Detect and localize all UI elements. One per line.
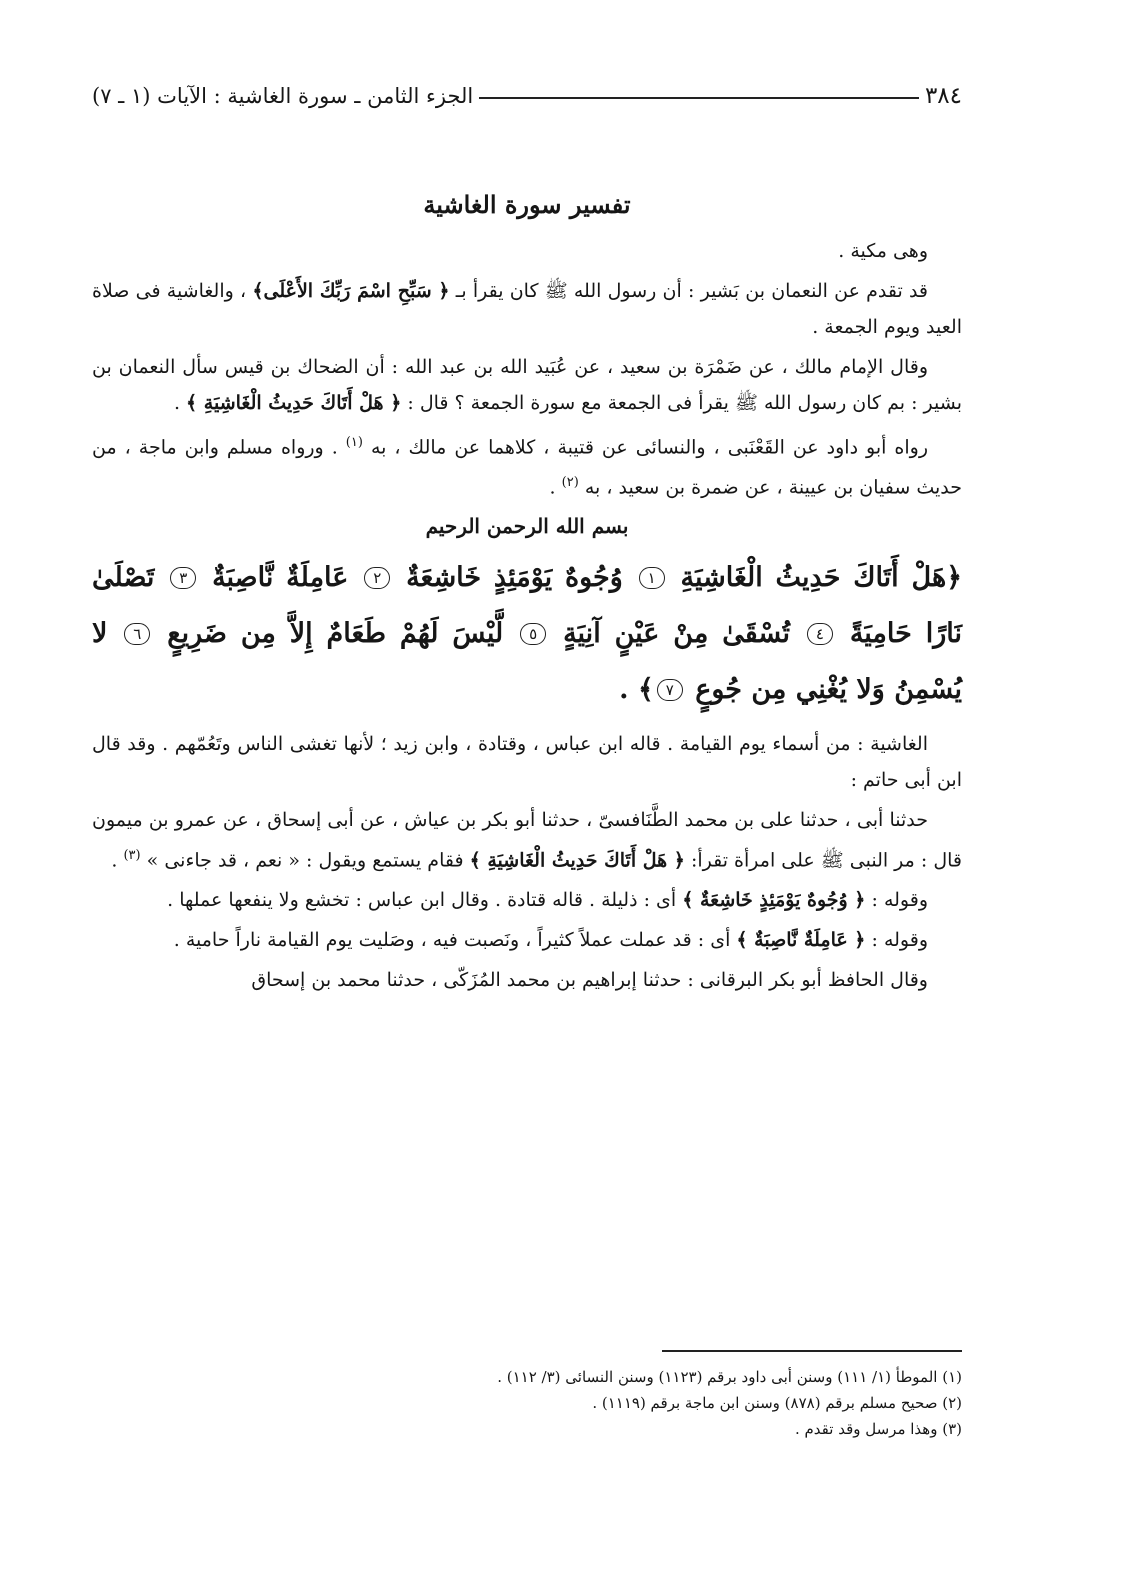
paragraph-ghashiya-meaning: الغاشية : من أسماء يوم القيامة . قاله ابن عباس ، وقتادة ، وابن زيد ؛ لأنها تغشى الناس وتَعُمّهم . وقد قال ابن أبى حاتم : xyxy=(92,732,962,791)
text-segment: وقوله : xyxy=(871,928,928,951)
verse-6: لَّيْسَ لَهُمْ طَعَامٌ إِلاَّ مِن ضَرِيعٍ xyxy=(167,617,504,649)
paragraph-malik-narration xyxy=(92,349,962,421)
paragraph-meccan: وهى مكية . xyxy=(838,240,928,262)
text-segment: . ورواه مسلم وابن ماجة ، من حديث سفيان بن عيينة ، عن ضمرة بن سعيد ، به xyxy=(92,436,962,499)
footnote-rule xyxy=(662,1350,962,1352)
text-segment: رواه أبو داود عن القَعْنَبى ، والنسائى عن قتيبة ، كلاهما عن مالك ، به xyxy=(370,436,928,459)
running-title: الجزء الثامن ـ سورة الغاشية : الآيات (١ ـ ٧) xyxy=(92,84,474,108)
verse-7: لا يُسْمِنُ وَلا يُغْنِي مِن جُوعٍ xyxy=(92,617,962,705)
footnote-1: (١) الموطأ (١/ ١١١) وسنن أبى داود برقم (١١٢٣) وسنن النسائى (٣/ ١١٢) . xyxy=(497,1368,962,1386)
quran-verses-block xyxy=(92,550,962,718)
verse-4: تَصْلَىٰ نَارًا حَامِيَةً xyxy=(92,561,962,649)
verse-number-1: ١ xyxy=(639,567,665,589)
verse-number-4: ٤ xyxy=(807,623,833,645)
verse-1: هَلْ أَتَاكَ حَدِيثُ الْغَاشِيَةِ xyxy=(680,561,947,593)
text-segment: . xyxy=(549,476,556,499)
text-segment: وقال الإمام مالك ، عن ضَمْرَة بن سعيد ، عن عُبَيد الله بن عبد الله : أن الضحاك بن قيس سأل النعمان بن بشير : بم كان رسول الله ﷺ يقرأ فى الجمعة مع سورة الجمعة ؟ قال : xyxy=(92,356,962,414)
quran-quote: ﴿ هَلْ أَتَاكَ حَدِيثُ الْغَاشِيَةِ ﴾ xyxy=(469,848,685,871)
text-segment: وقوله : xyxy=(871,888,928,911)
footnote-ref-2[interactable]: (٢) xyxy=(561,475,579,491)
basmala: بسم الله الرحمن الرحيم xyxy=(425,513,629,538)
quran-quote: ﴿ وُجُوهٌ يَوْمَئِذٍ خَاشِعَةٌ ﴾ xyxy=(682,888,866,911)
footnote-3: (٣) وهذا مرسل وقد تقدم . xyxy=(794,1420,962,1438)
text-segment: فقام يستمع ويقول : « نعم ، قد جاءنى » xyxy=(146,848,464,871)
text-segment: ، والغاشية فى صلاة العيد ويوم الجمعة . xyxy=(92,280,962,338)
quran-quote: ﴿ عَامِلَةٌ نَّاصِبَةٌ ﴾ xyxy=(736,928,866,951)
verse-2: وُجُوهٌ يَوْمَئِذٍ خَاشِعَةٌ xyxy=(406,561,623,593)
surah-title: تفسير سورة الغاشية xyxy=(423,190,631,219)
footnote-2: (٢) صحيح مسلم برقم (٨٧٨) وسنن ابن ماجة برقم (١١١٩) . xyxy=(592,1394,962,1412)
ornate-bracket-close: ﴾ . xyxy=(619,673,654,705)
paragraph-numan-hadith xyxy=(92,273,962,345)
verse-5: تُسْقَىٰ مِنْ عَيْنٍ آنِيَةٍ xyxy=(563,617,790,649)
footnotes xyxy=(92,1350,962,1442)
text-segment: أى : ذليلة . قاله قتادة . وقال ابن عباس : تخشع ولا ينفعها عملها . xyxy=(167,888,677,911)
verse-number-6: ٦ xyxy=(124,623,150,645)
text-segment: . xyxy=(111,848,118,871)
page-number: ٣٨٤ xyxy=(924,83,962,109)
quran-quote: ﴿ هَلْ أَتَاكَ حَدِيثُ الْغَاشِيَةِ ﴾ xyxy=(186,392,402,414)
verse-number-5: ٥ xyxy=(520,623,546,645)
verse-number-7: ٧ xyxy=(657,679,683,701)
book-page xyxy=(92,70,962,1002)
paragraph-verse-3-commentary xyxy=(92,922,962,958)
text-segment: قد تقدم عن النعمان بن بَشير : أن رسول الله ﷺ كان يقرأ بـ xyxy=(455,280,929,302)
verse-number-3: ٣ xyxy=(170,567,196,589)
text-segment: . xyxy=(173,392,180,414)
verse-3: عَامِلَةٌ نَّاصِبَةٌ xyxy=(212,561,349,593)
verse-number-2: ٢ xyxy=(364,567,390,589)
paragraph-verse-2-commentary xyxy=(92,882,962,918)
paragraph-ibn-abi-hatim xyxy=(92,802,962,878)
ornate-bracket-open: ﴿ xyxy=(946,561,963,593)
paragraph-sources xyxy=(92,425,962,506)
text-segment: أى : قد عملت عملاً كثيراً ، ونَصبت فيه ، وصَليت يوم القيامة ناراً حامية . xyxy=(173,928,731,951)
quran-quote: ﴿ سَبِّحِ اسْمَ رَبِّكَ الأَعْلَى﴾ xyxy=(252,280,450,302)
text-segment: حدثنا أبى ، حدثنا على بن محمد الطَّنَافسىّ ، حدثنا أبو بكر بن عياش ، عن أبى إسحاق ، عن عمرو بن ميمون قال : مر النبى ﷺ على امرأة تقرأ: xyxy=(92,808,962,871)
footnote-ref-1[interactable]: (١) xyxy=(345,435,363,450)
paragraph-barqani: وقال الحافظ أبو بكر البرقانى : حدثنا إبراهيم بن محمد المُزَكّى ، حدثنا محمد بن إسحاق xyxy=(251,968,928,991)
page-header xyxy=(92,70,962,122)
header-rule xyxy=(479,97,919,99)
footnote-ref-3[interactable]: (٣) xyxy=(123,847,141,863)
